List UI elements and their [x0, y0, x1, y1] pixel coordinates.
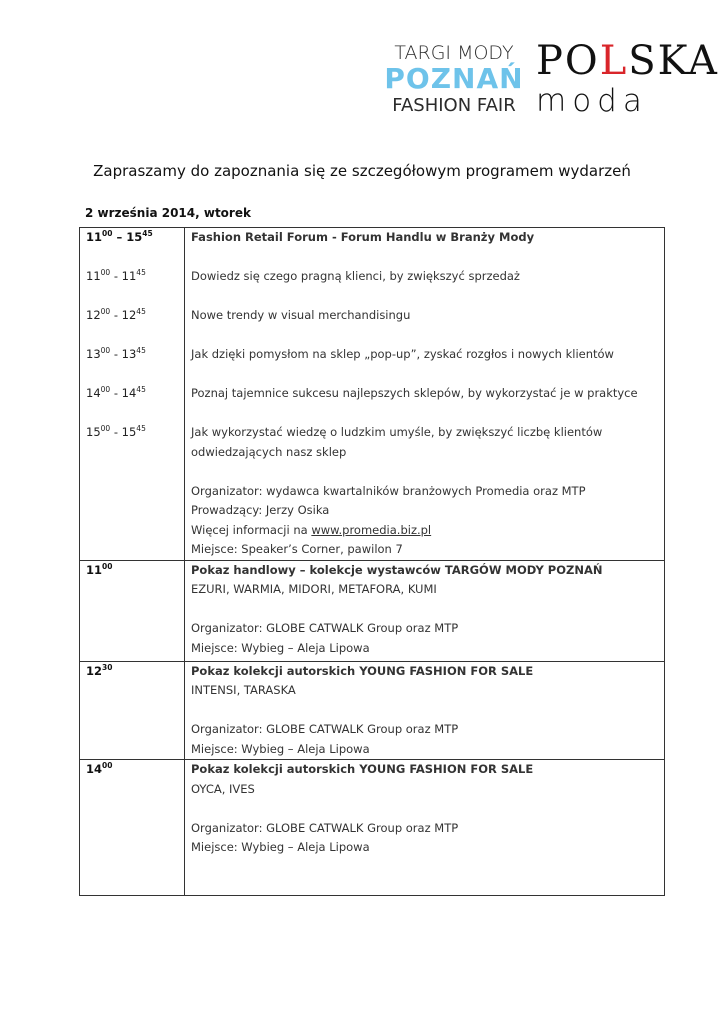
polska-moda-logo: [536, 38, 719, 119]
more-info-text: Więcej informacji na www.promedia.biz.pl: [191, 522, 432, 537]
event-time: $12^{30}$: [86, 662, 113, 678]
details-cell: [185, 228, 665, 561]
session-title: Jak dzięki pomysłom na sklep „pop-up”, zyskać rozgłos i nowych klientów: [191, 347, 614, 361]
session-title: Nowe trendy w visual merchandisingu: [191, 308, 411, 322]
time-cell: [80, 661, 185, 760]
place-text: Miejsce: Wybieg – Aleja Lipowa: [191, 741, 370, 756]
organizer-text: Organizator: GLOBE CATWALK Group oraz MTP: [191, 621, 459, 635]
schedule-row: [80, 661, 665, 760]
brands-text: INTENSI, TARASKA: [191, 683, 296, 697]
page-heading: Zapraszamy do zapoznania się ze szczegółowym programem wydarzeń: [93, 162, 631, 180]
logo-moda-word: moda: [536, 83, 648, 119]
session-title: Poznaj tajemnice sukcesu najlepszych sklepów, by wykorzystać je w praktyce: [191, 386, 638, 400]
session-title: Dowiedz się czego pragną klienci, by zwiększyć sprzedaż: [191, 269, 520, 283]
organizer-text: Organizator: GLOBE CATWALK Group oraz MTP: [191, 722, 459, 736]
time-cell: [80, 560, 185, 661]
time-cell: [80, 760, 185, 896]
brands-text: EZURI, WARMIA, MIDORI, METAFORA, KUMI: [191, 582, 437, 596]
schedule-row: [80, 228, 665, 561]
schedule-row: [80, 760, 665, 896]
promedia-link[interactable]: www.promedia.biz.pl: [311, 522, 432, 537]
brands-text: OYCA, IVES: [191, 781, 255, 796]
details-cell: [185, 760, 665, 896]
logo-targi-line2: POZNAŃ: [384, 62, 524, 95]
logo-targi-line3: FASHION FAIR: [392, 95, 516, 116]
event-date: 2 września 2014, wtorek: [85, 206, 251, 220]
place-text: Miejsce: Wybieg – Aleja Lipowa: [191, 640, 370, 655]
logo-polska-word: POLSKA: [536, 38, 719, 84]
logo-targi-line1: TARGI MODY: [394, 42, 514, 64]
session-time: $12^{00} - 12^{45}$: [86, 307, 146, 322]
session-time: $11^{00} - 11^{45}$: [86, 268, 146, 283]
host-text: Prowadzący: Jerzy Osika: [191, 503, 330, 517]
event-time: $11^{00}$: [86, 561, 113, 577]
organizer-text: Organizator: GLOBE CATWALK Group oraz MTP: [191, 820, 459, 835]
event-title: Pokaz kolekcji autorskich YOUNG FASHION FOR SALE: [191, 663, 534, 678]
time-cell: [80, 228, 185, 561]
event-title: Fashion Retail Forum - Forum Handlu w Branży Mody: [191, 230, 535, 244]
targi-mody-logo: [384, 42, 524, 118]
place-text: Miejsce: Wybieg – Aleja Lipowa: [191, 840, 370, 854]
details-cell: [185, 560, 665, 661]
event-title: Pokaz handlowy – kolekcje wystawców TARGÓW MODY POZNAŃ: [191, 562, 603, 577]
session-time: $13^{00} - 13^{45}$: [86, 346, 146, 361]
session-time: $14^{00} - 14^{45}$: [86, 385, 146, 400]
event-time: $14^{00}$: [86, 761, 113, 776]
organizer-text: Organizator: wydawca kwartalników branżowych Promedia oraz MTP: [191, 483, 586, 498]
time-range: $11^{00} - 15^{45}$: [86, 229, 153, 244]
session-title-line1: Jak wykorzystać wiedzę o ludzkim umyśle, by zwiększyć liczbę klientów: [191, 425, 603, 439]
schedule-table: [79, 227, 665, 896]
session-time: $15^{00} - 15^{45}$: [86, 424, 146, 439]
schedule-row: [80, 560, 665, 661]
place-text: Miejsce: Speaker’s Corner, pawilon 7: [191, 542, 403, 556]
details-cell: [185, 661, 665, 760]
session-title-line2: odwiedzających nasz sklep: [191, 444, 347, 459]
event-title: Pokaz kolekcji autorskich YOUNG FASHION FOR SALE: [191, 762, 534, 776]
